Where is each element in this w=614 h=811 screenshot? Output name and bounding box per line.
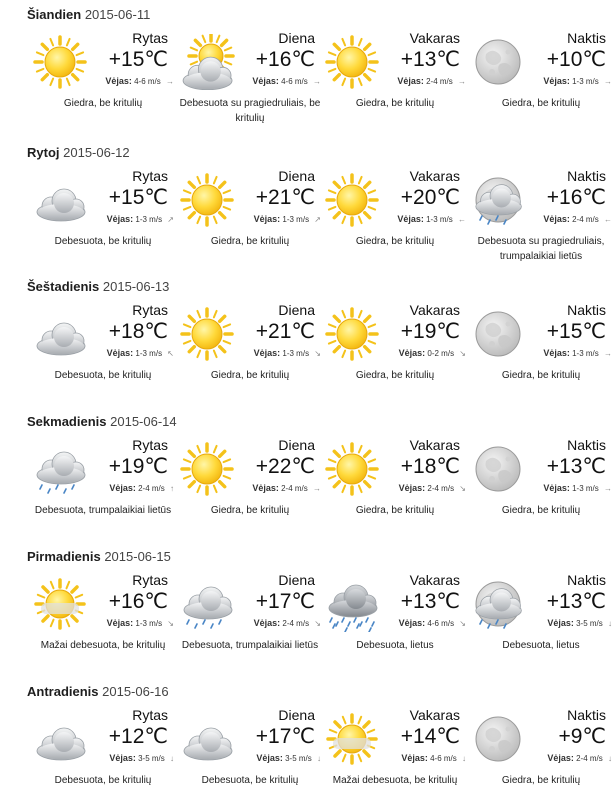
wind-direction-arrow: → [313,484,321,493]
wind-info [346,214,466,224]
period-card [30,302,176,402]
weather-description: Giedra, be kritulių [501,370,581,381]
wind-speed: 2-4 m/s [426,77,453,86]
period-card [468,30,614,130]
day-date: 2015-06-16 [102,684,169,699]
period-name: Naktis [567,572,606,588]
temperature: +19℃ [108,455,168,478]
period-card [322,437,468,537]
period-card [30,572,176,672]
wind-label: Vėjas: [106,348,134,358]
wind-info [54,618,174,628]
period-name: Naktis [567,707,606,723]
period-card [468,168,614,268]
wind-direction-arrow: → [604,349,612,358]
period-name: Vakaras [409,707,460,723]
temperature: +13℃ [400,590,460,613]
wind-speed: 3-5 m/s [576,619,603,628]
wind-info [346,348,466,358]
wind-speed: 4-6 m/s [134,77,161,86]
day-name: Pirmadienis [27,549,101,564]
wind-info [54,483,174,493]
day-title [27,7,150,22]
period-name: Rytas [132,168,168,184]
wind-direction-arrow: ↓ [317,754,321,763]
wind-info [54,76,174,86]
day-title [27,414,177,429]
wind-speed: 4-6 m/s [427,619,455,628]
wind-info [346,76,466,86]
wind-direction-arrow: ↑ [170,484,174,493]
period-card [30,30,176,130]
wind-label: Vėjas: [547,753,574,763]
period-card [177,572,323,672]
day-block [0,0,614,134]
wind-direction-arrow: → [458,77,466,86]
wind-direction-arrow: ↘ [459,484,466,493]
period-name: Vakaras [409,302,460,318]
temperature: +16℃ [255,48,315,71]
period-card [177,30,323,130]
wind-label: Vėjas: [253,214,281,224]
day-block [0,407,614,541]
temperature: +21℃ [255,320,315,343]
temperature: +15℃ [546,320,606,343]
weather-description: Debesuota, trumpalaikiai lietūs [181,640,319,651]
weather-description: Mažai debesuota, be kritulių [40,640,166,651]
wind-label: Vėjas: [256,753,283,763]
weather-description: Debesuota, be kritulių [54,370,152,381]
wind-direction-arrow: ↓ [170,754,174,763]
period-name: Diena [278,30,315,46]
weather-description: Debesuota, be kritulių [54,775,152,786]
wind-direction-arrow: ↖ [167,349,174,358]
period-card [322,572,468,672]
wind-info [54,214,174,224]
temperature: +18℃ [400,455,460,478]
wind-direction-arrow: ↘ [459,349,466,358]
day-name: Šeštadienis [27,279,100,294]
period-name: Rytas [132,30,168,46]
wind-label: Vėjas: [252,76,279,86]
day-block [0,542,614,676]
wind-info [54,753,174,763]
wind-direction-arrow: ↘ [314,349,321,358]
wind-label: Vėjas: [398,618,426,628]
temperature: +22℃ [255,455,315,478]
wind-speed: 1-3 m/s [572,484,599,493]
wind-info [492,483,612,493]
wind-label: Vėjas: [397,214,424,224]
period-name: Diena [278,572,315,588]
weather-description: Debesuota su pragiedruliais, be kritulių [179,98,321,124]
wind-label: Vėjas: [253,348,281,358]
wind-label: Vėjas: [106,618,134,628]
period-name: Diena [278,168,315,184]
wind-info [492,214,612,224]
day-title [27,549,171,564]
temperature: +19℃ [400,320,460,343]
day-title [27,145,130,160]
day-block [0,272,614,406]
weather-description: Debesuota, lietus [502,640,580,651]
day-date: 2015-06-15 [104,549,171,564]
wind-speed: 4-6 m/s [281,77,308,86]
day-block [0,138,614,272]
temperature: +15℃ [108,186,168,209]
wind-speed: 2-4 m/s [427,484,455,493]
period-name: Naktis [567,437,606,453]
wind-speed: 3-5 m/s [285,754,312,763]
wind-direction-arrow: ↓ [608,619,612,628]
period-name: Diena [278,707,315,723]
weather-description: Giedra, be kritulių [501,98,581,109]
period-name: Rytas [132,437,168,453]
wind-label: Vėjas: [109,753,136,763]
wind-direction-arrow: ↘ [314,619,321,628]
period-card [322,168,468,268]
period-card [322,30,468,130]
day-block [0,677,614,811]
wind-label: Vėjas: [253,618,281,628]
period-name: Diena [278,437,315,453]
weather-description: Giedra, be kritulių [355,370,435,381]
temperature: +10℃ [546,48,606,71]
weather-description: Giedra, be kritulių [501,505,581,516]
wind-speed: 2-4 m/s [282,619,310,628]
temperature: +17℃ [255,725,315,748]
weather-description: Debesuota su pragiedruliais, trumpalaikiai lietūs [477,236,605,262]
temperature: +14℃ [400,725,460,748]
period-card [468,572,614,672]
wind-info [201,753,321,763]
period-name: Rytas [132,572,168,588]
day-date: 2015-06-12 [63,145,130,160]
wind-label: Vėjas: [543,483,570,493]
period-name: Rytas [132,302,168,318]
wind-info [492,618,612,628]
wind-info [201,76,321,86]
wind-label: Vėjas: [109,483,136,493]
wind-direction-arrow: ↗ [314,215,321,224]
temperature: +16℃ [108,590,168,613]
weather-description: Debesuota, trumpalaikiai lietūs [34,505,172,516]
day-title [27,279,169,294]
day-name: Šiandien [27,7,82,22]
weather-description: Debesuota, lietus [356,640,434,651]
wind-label: Vėjas: [252,483,279,493]
period-name: Vakaras [409,572,460,588]
wind-label: Vėjas: [543,348,570,358]
day-date: 2015-06-11 [84,7,151,22]
weather-description: Giedra, be kritulių [210,505,290,516]
weather-description: Giedra, be kritulių [355,236,435,247]
weather-description: Giedra, be kritulių [501,775,581,786]
wind-direction-arrow: ↓ [608,754,612,763]
weather-description: Giedra, be kritulių [355,98,435,109]
period-card [322,707,468,807]
temperature: +16℃ [546,186,606,209]
weather-description: Debesuota, be kritulių [54,236,152,247]
weather-description: Mažai debesuota, be kritulių [332,775,458,786]
temperature: +18℃ [108,320,168,343]
period-name: Naktis [567,168,606,184]
wind-speed: 4-6 m/s [430,754,457,763]
wind-label: Vėjas: [401,753,428,763]
weather-description: Debesuota, be kritulių [201,775,299,786]
temperature: +21℃ [255,186,315,209]
wind-direction-arrow: → [604,77,612,86]
period-card [177,302,323,402]
period-card [322,302,468,402]
weather-description: Giedra, be kritulių [63,98,143,109]
day-title [27,684,169,699]
wind-speed: 1-3 m/s [572,349,599,358]
wind-direction-arrow: ← [458,215,466,224]
temperature: +13℃ [546,455,606,478]
wind-label: Vėjas: [543,76,570,86]
wind-speed: 2-4 m/s [576,754,603,763]
wind-speed: 2-4 m/s [572,215,599,224]
wind-info [201,348,321,358]
day-date: 2015-06-14 [110,414,177,429]
temperature: +9℃ [558,725,606,748]
period-name: Naktis [567,302,606,318]
period-card [468,707,614,807]
period-card [177,168,323,268]
period-card [468,302,614,402]
wind-speed: 1-3 m/s [135,215,163,224]
wind-direction-arrow: ↘ [459,619,466,628]
wind-direction-arrow: → [313,77,321,86]
wind-label: Vėjas: [543,214,570,224]
wind-speed: 1-3 m/s [135,349,163,358]
wind-speed: 0-2 m/s [427,349,455,358]
wind-info [54,348,174,358]
temperature: +15℃ [108,48,168,71]
wind-speed: 1-3 m/s [426,215,453,224]
wind-speed: 2-4 m/s [138,484,165,493]
wind-label: Vėjas: [397,76,424,86]
wind-info [346,618,466,628]
wind-speed: 1-3 m/s [282,215,310,224]
wind-info [492,753,612,763]
wind-direction-arrow: ↓ [462,754,466,763]
day-name: Sekmadienis [27,414,107,429]
weather-description: Giedra, be kritulių [210,370,290,381]
temperature: +13℃ [546,590,606,613]
wind-label: Vėjas: [547,618,574,628]
period-card [30,437,176,537]
period-name: Rytas [132,707,168,723]
day-date: 2015-06-13 [102,279,170,294]
wind-speed: 1-3 m/s [572,77,599,86]
wind-info [201,214,321,224]
wind-direction-arrow: ← [604,215,612,224]
wind-info [346,753,466,763]
day-name: Antradienis [27,684,99,699]
temperature: +13℃ [400,48,460,71]
wind-direction-arrow: ↗ [167,215,174,224]
day-name: Rytoj [27,145,60,160]
wind-speed: 1-3 m/s [135,619,163,628]
temperature: +12℃ [108,725,168,748]
wind-label: Vėjas: [105,76,132,86]
wind-info [201,618,321,628]
weather-description: Giedra, be kritulių [210,236,290,247]
period-card [30,168,176,268]
wind-speed: 3-5 m/s [138,754,165,763]
period-name: Diena [278,302,315,318]
wind-info [346,483,466,493]
weather-description: Giedra, be kritulių [355,505,435,516]
wind-speed: 2-4 m/s [281,484,308,493]
period-name: Vakaras [409,168,460,184]
wind-info [492,348,612,358]
wind-direction-arrow: → [604,484,612,493]
period-card [30,707,176,807]
wind-label: Vėjas: [398,348,426,358]
wind-info [201,483,321,493]
period-card [177,437,323,537]
wind-speed: 1-3 m/s [282,349,310,358]
temperature: +17℃ [255,590,315,613]
period-name: Vakaras [409,437,460,453]
wind-label: Vėjas: [398,483,426,493]
period-name: Vakaras [409,30,460,46]
temperature: +20℃ [400,186,460,209]
wind-info [492,76,612,86]
period-card [468,437,614,537]
wind-direction-arrow: → [166,77,174,86]
wind-direction-arrow: ↘ [167,619,174,628]
period-name: Naktis [567,30,606,46]
period-card [177,707,323,807]
wind-label: Vėjas: [106,214,134,224]
